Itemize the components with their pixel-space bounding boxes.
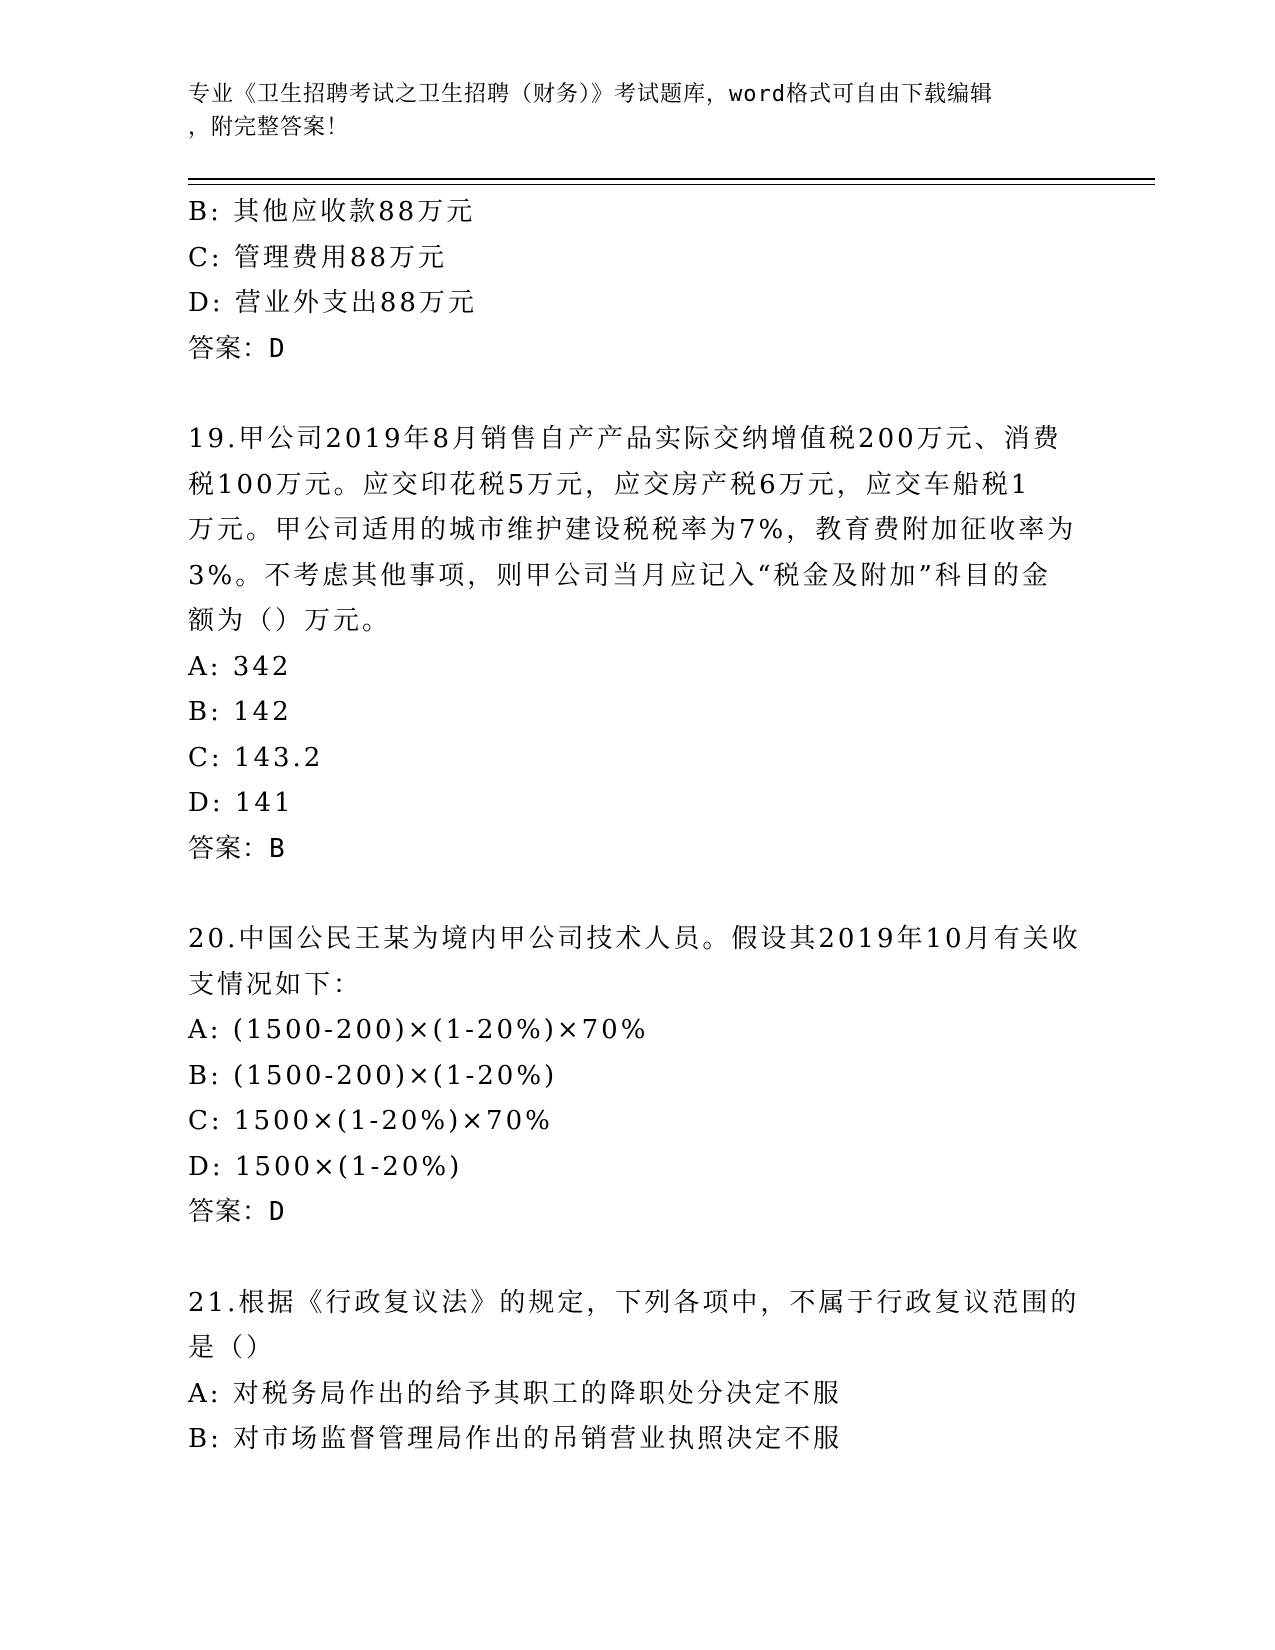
option-d: D: 营业外支出88万元: [188, 288, 477, 318]
question-text: 20.中国公民王某为境内甲公司技术人员。假设其2019年10月有关收: [188, 924, 1081, 954]
question-text: 额为（）万元。: [188, 606, 392, 636]
option-a: A: 342: [188, 651, 292, 682]
option-c: C: 1500×(1-20%)×70%: [188, 1106, 553, 1136]
spacer: [188, 872, 1088, 917]
header-line-1: 专业《卫生招聘考试之卫生招聘（财务）》考试题库，word格式可自由下载编辑: [188, 82, 993, 107]
option-c: C: 管理费用88万元: [188, 242, 448, 273]
option-d: D: 141: [188, 788, 294, 818]
option-b: B: 142: [188, 697, 292, 727]
answer: 答案：D: [188, 333, 286, 364]
option-c: C: 143.2: [188, 742, 324, 773]
option-b: B: 对市场监督管理局作出的吊销营业执照决定不服: [188, 1424, 843, 1454]
option-d: D: 1500×(1-20%): [188, 1151, 463, 1182]
spacer: [188, 372, 1088, 417]
spacer: [188, 1236, 1088, 1281]
option-a: A: 对税务局作出的给予其职工的降职处分决定不服: [188, 1378, 842, 1409]
question-21: [188, 1281, 1088, 1463]
answer: 答案：D: [188, 1197, 286, 1227]
question-text: 支情况如下：: [188, 969, 363, 1000]
question-text: 19.甲公司2019年8月销售自产产品实际交纳增值税200万元、消费: [188, 424, 1062, 454]
option-b: B: (1500-200)×(1-20%): [188, 1060, 558, 1091]
document-body: [188, 190, 1088, 1463]
question-20: [188, 917, 1088, 1236]
document-header: [188, 78, 1068, 144]
question-text: 税100万元。应交印花税5万元，应交房产税6万元，应交车船税1: [188, 469, 1031, 500]
question-18-tail: [188, 190, 1088, 372]
question-text: 是（）: [188, 1333, 276, 1363]
question-text: 21.根据《行政复议法》的规定，下列各项中，不属于行政复议范围的: [188, 1287, 1080, 1318]
question-19: [188, 417, 1088, 872]
header-line-2: ，附完整答案！: [188, 115, 350, 140]
option-a: A: (1500-200)×(1-20%)×70%: [188, 1015, 649, 1045]
option-b: B: 其他应收款88万元: [188, 197, 476, 227]
question-text: 3%。不考虑其他事项，则甲公司当月应记入“税金及附加”科目的金: [188, 560, 1051, 591]
question-text: 万元。甲公司适用的城市维护建设税税率为7%，教育费附加征收率为: [188, 515, 1077, 545]
answer: 答案：B: [188, 833, 286, 864]
header-rule-thin: [188, 184, 1155, 185]
header-rule-thick: [188, 178, 1155, 180]
